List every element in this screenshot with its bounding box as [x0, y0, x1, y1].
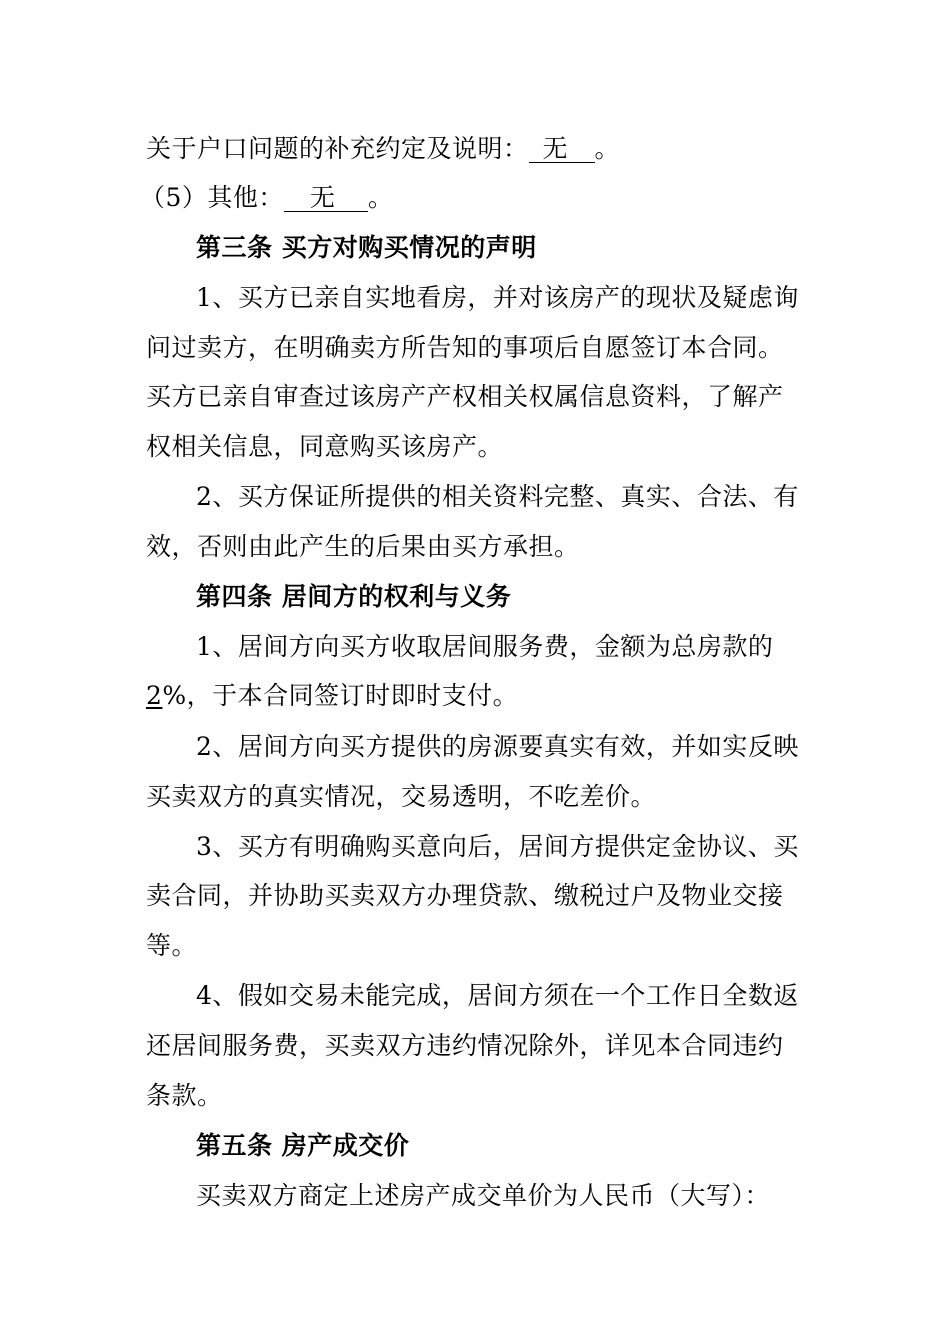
other-terms-line	[140, 182, 820, 214]
paragraph-line: 买卖双方商定上述房产成交单价为人民币（大写）：	[196, 1181, 771, 1210]
hukou-supplement-line	[146, 133, 826, 165]
hukou-supplement-value: 无	[529, 136, 595, 163]
article-five-heading: 第五条 房产成交价	[196, 1131, 410, 1160]
paragraph-line: 1、买方已亲自实地看房，并对该房产的现状及疑虑询	[196, 283, 799, 312]
paragraph-line: 2、居间方向买方提供的房源要真实有效，并如实反映	[196, 732, 799, 761]
paragraph-line: 条款。	[146, 1081, 223, 1110]
paragraph-line: 问过卖方，在明确卖方所告知的事项后自愿签订本合同。	[146, 333, 784, 362]
paragraph-line: 卖合同，并协助买卖双方办理贷款、缴税过户及物业交接	[146, 881, 784, 910]
other-terms-label: （5）其他：	[140, 183, 284, 212]
paragraph-line: 效，否则由此产生的后果由买方承担。	[146, 532, 580, 561]
service-fee-rate-text: %，于本合同签订时即时支付。	[162, 681, 519, 710]
paragraph-line: 等。	[146, 931, 198, 960]
other-terms-value: 无	[284, 185, 368, 212]
article-three-heading: 第三条 买方对购买情况的声明	[196, 233, 537, 262]
other-terms-end: 。	[367, 183, 394, 212]
paragraph-line: 4、假如交易未能完成，居间方须在一个工作日全数返	[196, 981, 799, 1010]
paragraph-line: 买卖双方的真实情况，交易透明，不吃差价。	[146, 782, 657, 811]
article-four-heading: 第四条 居间方的权利与义务	[196, 582, 512, 611]
service-fee-rate-line	[146, 680, 826, 712]
hukou-supplement-label: 关于户口问题的补充约定及说明：	[146, 134, 529, 163]
paragraph-line: 1、居间方向买方收取居间服务费，金额为总房款的	[196, 632, 774, 661]
paragraph-line: 买方已亲自审查过该房产产权相关权属信息资料，了解产	[146, 382, 784, 411]
paragraph-line: 3、买方有明确购买意向后，居间方提供定金协议、买	[196, 832, 799, 861]
service-fee-rate: 2	[146, 681, 163, 710]
paragraph-line: 2、买方保证所提供的相关资料完整、真实、合法、有	[196, 482, 799, 511]
paragraph-line: 还居间服务费，买卖双方违约情况除外，详见本合同违约	[146, 1031, 784, 1060]
paragraph-line: 权相关信息，同意购买该房产。	[146, 432, 504, 461]
hukou-supplement-end: 。	[594, 134, 621, 163]
